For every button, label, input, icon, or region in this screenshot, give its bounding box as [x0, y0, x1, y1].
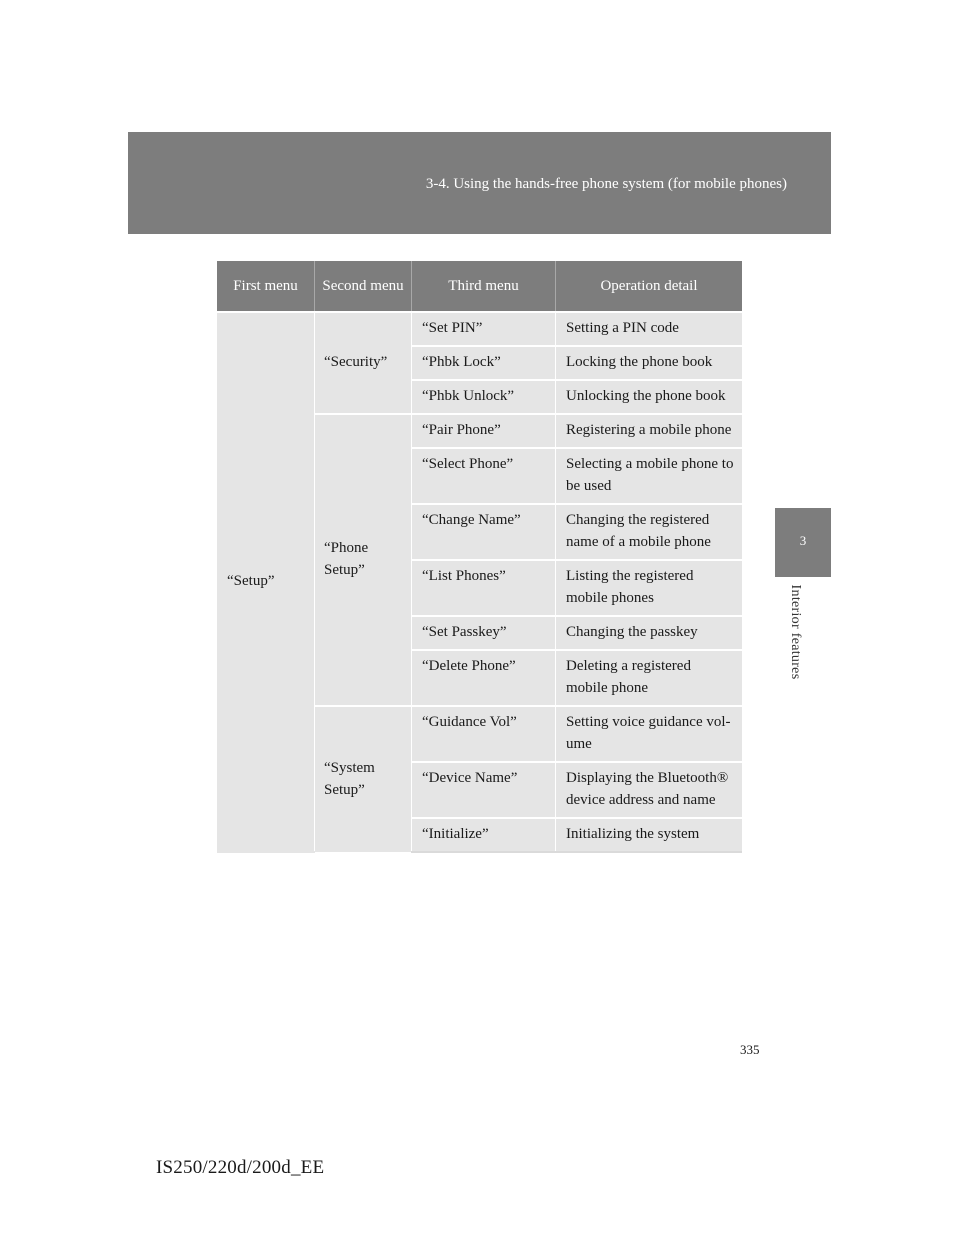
- third-menu-cell: “List Phones”: [412, 560, 556, 616]
- page-number: 335: [740, 1042, 760, 1057]
- operation-detail-cell: Listing the registered mobile phones: [556, 560, 743, 616]
- operation-detail-cell: Deleting a registered mobile phone: [556, 650, 743, 706]
- section-header-band: [128, 132, 831, 234]
- third-menu-cell: “Select Phone”: [412, 448, 556, 504]
- third-menu-cell: “Delete Phone”: [412, 650, 556, 706]
- third-menu-cell: “Set PIN”: [412, 312, 556, 346]
- chapter-tab: [775, 508, 831, 577]
- operation-detail-cell: Unlocking the phone book: [556, 380, 743, 414]
- header-first-menu: First menu: [217, 261, 315, 312]
- third-menu-cell: “Pair Phone”: [412, 414, 556, 448]
- third-menu-cell: “Phbk Lock”: [412, 346, 556, 380]
- model-code: IS250/220d/200d_EE: [156, 1157, 325, 1178]
- second-menu-system-setup: “System Setup”: [315, 706, 412, 852]
- third-menu-cell: “Phbk Unlock”: [412, 380, 556, 414]
- operation-detail-cell: Initializing the system: [556, 818, 743, 852]
- table-header-row: [217, 261, 742, 312]
- operation-detail-cell: Changing the registered name of a mobile phone: [556, 504, 743, 560]
- header-third-menu: Third menu: [412, 261, 556, 312]
- menu-table: [217, 261, 742, 853]
- third-menu-cell: “Device Name”: [412, 762, 556, 818]
- operation-detail-cell: Selecting a mobile phone to be used: [556, 448, 743, 504]
- section-title: 3-4. Using the hands-free phone system (for mobile phones): [425, 176, 787, 192]
- chapter-label: Interior features: [788, 584, 803, 680]
- operation-detail-cell: Setting a PIN code: [556, 312, 743, 346]
- operation-detail-cell: Locking the phone book: [556, 346, 743, 380]
- third-menu-cell: “Change Name”: [412, 504, 556, 560]
- third-menu-cell: “Initialize”: [412, 818, 556, 852]
- operation-detail-cell: Displaying the Bluetooth® device address and name: [556, 762, 743, 818]
- first-menu-setup: “Setup”: [217, 312, 315, 852]
- header-second-menu: Second menu: [315, 261, 412, 312]
- table-row: [217, 312, 742, 346]
- chapter-number: 3: [799, 533, 807, 548]
- operation-detail-cell: Changing the passkey: [556, 616, 743, 650]
- second-menu-phone-setup: “Phone Setup”: [315, 414, 412, 706]
- third-menu-cell: “Set Passkey”: [412, 616, 556, 650]
- third-menu-cell: “Guidance Vol”: [412, 706, 556, 762]
- operation-detail-cell: Setting voice guidance vol-ume: [556, 706, 743, 762]
- second-menu-security: “Security”: [315, 312, 412, 414]
- operation-detail-cell: Registering a mobile phone: [556, 414, 743, 448]
- header-operation-detail: Operation detail: [556, 261, 743, 312]
